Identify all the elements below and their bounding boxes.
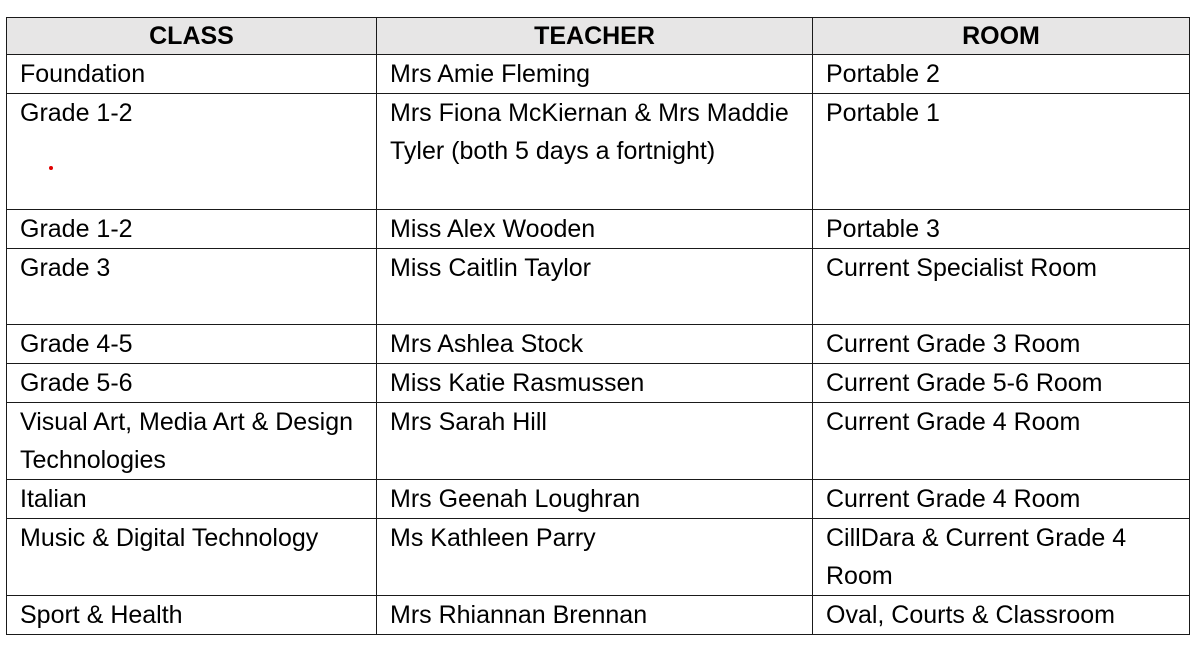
class-cell: Grade 4-5 <box>7 325 377 364</box>
teacher-cell: Mrs Ashlea Stock <box>377 325 813 364</box>
table-row <box>7 325 1190 364</box>
room-cell: Current Grade 5-6 Room <box>813 364 1190 403</box>
table-row <box>7 403 1190 480</box>
room-cell: Current Grade 4 Room <box>813 403 1190 480</box>
room-cell: Current Specialist Room <box>813 249 1190 325</box>
teacher-cell: Mrs Fiona McKiernan & Mrs Maddie Tyler (both 5 days a fortnight) <box>377 94 813 210</box>
header-row <box>7 18 1190 55</box>
teacher-cell: Miss Alex Wooden <box>377 210 813 249</box>
room-cell: Portable 1 <box>813 94 1190 210</box>
header-class: CLASS <box>7 18 377 55</box>
room-cell: Portable 3 <box>813 210 1190 249</box>
room-cell: Oval, Courts & Classroom <box>813 596 1190 635</box>
teacher-cell: Miss Caitlin Taylor <box>377 249 813 325</box>
class-cell: Visual Art, Media Art & Design Technologies <box>7 403 377 480</box>
room-cell: Portable 2 <box>813 55 1190 94</box>
class-allocation-table <box>6 17 1190 635</box>
room-cell: CillDara & Current Grade 4 Room <box>813 519 1190 596</box>
class-cell: Grade 1-2 <box>7 94 377 210</box>
room-cell: Current Grade 4 Room <box>813 480 1190 519</box>
class-cell: Grade 5-6 <box>7 364 377 403</box>
teacher-cell: Mrs Amie Fleming <box>377 55 813 94</box>
table-row <box>7 55 1190 94</box>
table-row <box>7 519 1190 596</box>
table-row <box>7 596 1190 635</box>
table-row <box>7 364 1190 403</box>
table-row <box>7 210 1190 249</box>
table-row <box>7 480 1190 519</box>
red-dot-mark <box>49 166 53 170</box>
class-cell: Italian <box>7 480 377 519</box>
header-room: ROOM <box>813 18 1190 55</box>
table-row <box>7 94 1190 210</box>
teacher-cell: Mrs Rhiannan Brennan <box>377 596 813 635</box>
teacher-cell: Ms Kathleen Parry <box>377 519 813 596</box>
teacher-cell: Miss Katie Rasmussen <box>377 364 813 403</box>
header-teacher: TEACHER <box>377 18 813 55</box>
class-cell: Grade 1-2 <box>7 210 377 249</box>
class-cell: Sport & Health <box>7 596 377 635</box>
class-cell: Foundation <box>7 55 377 94</box>
teacher-cell: Mrs Sarah Hill <box>377 403 813 480</box>
teacher-cell: Mrs Geenah Loughran <box>377 480 813 519</box>
class-cell: Music & Digital Technology <box>7 519 377 596</box>
table-row <box>7 249 1190 325</box>
class-cell: Grade 3 <box>7 249 377 325</box>
room-cell: Current Grade 3 Room <box>813 325 1190 364</box>
